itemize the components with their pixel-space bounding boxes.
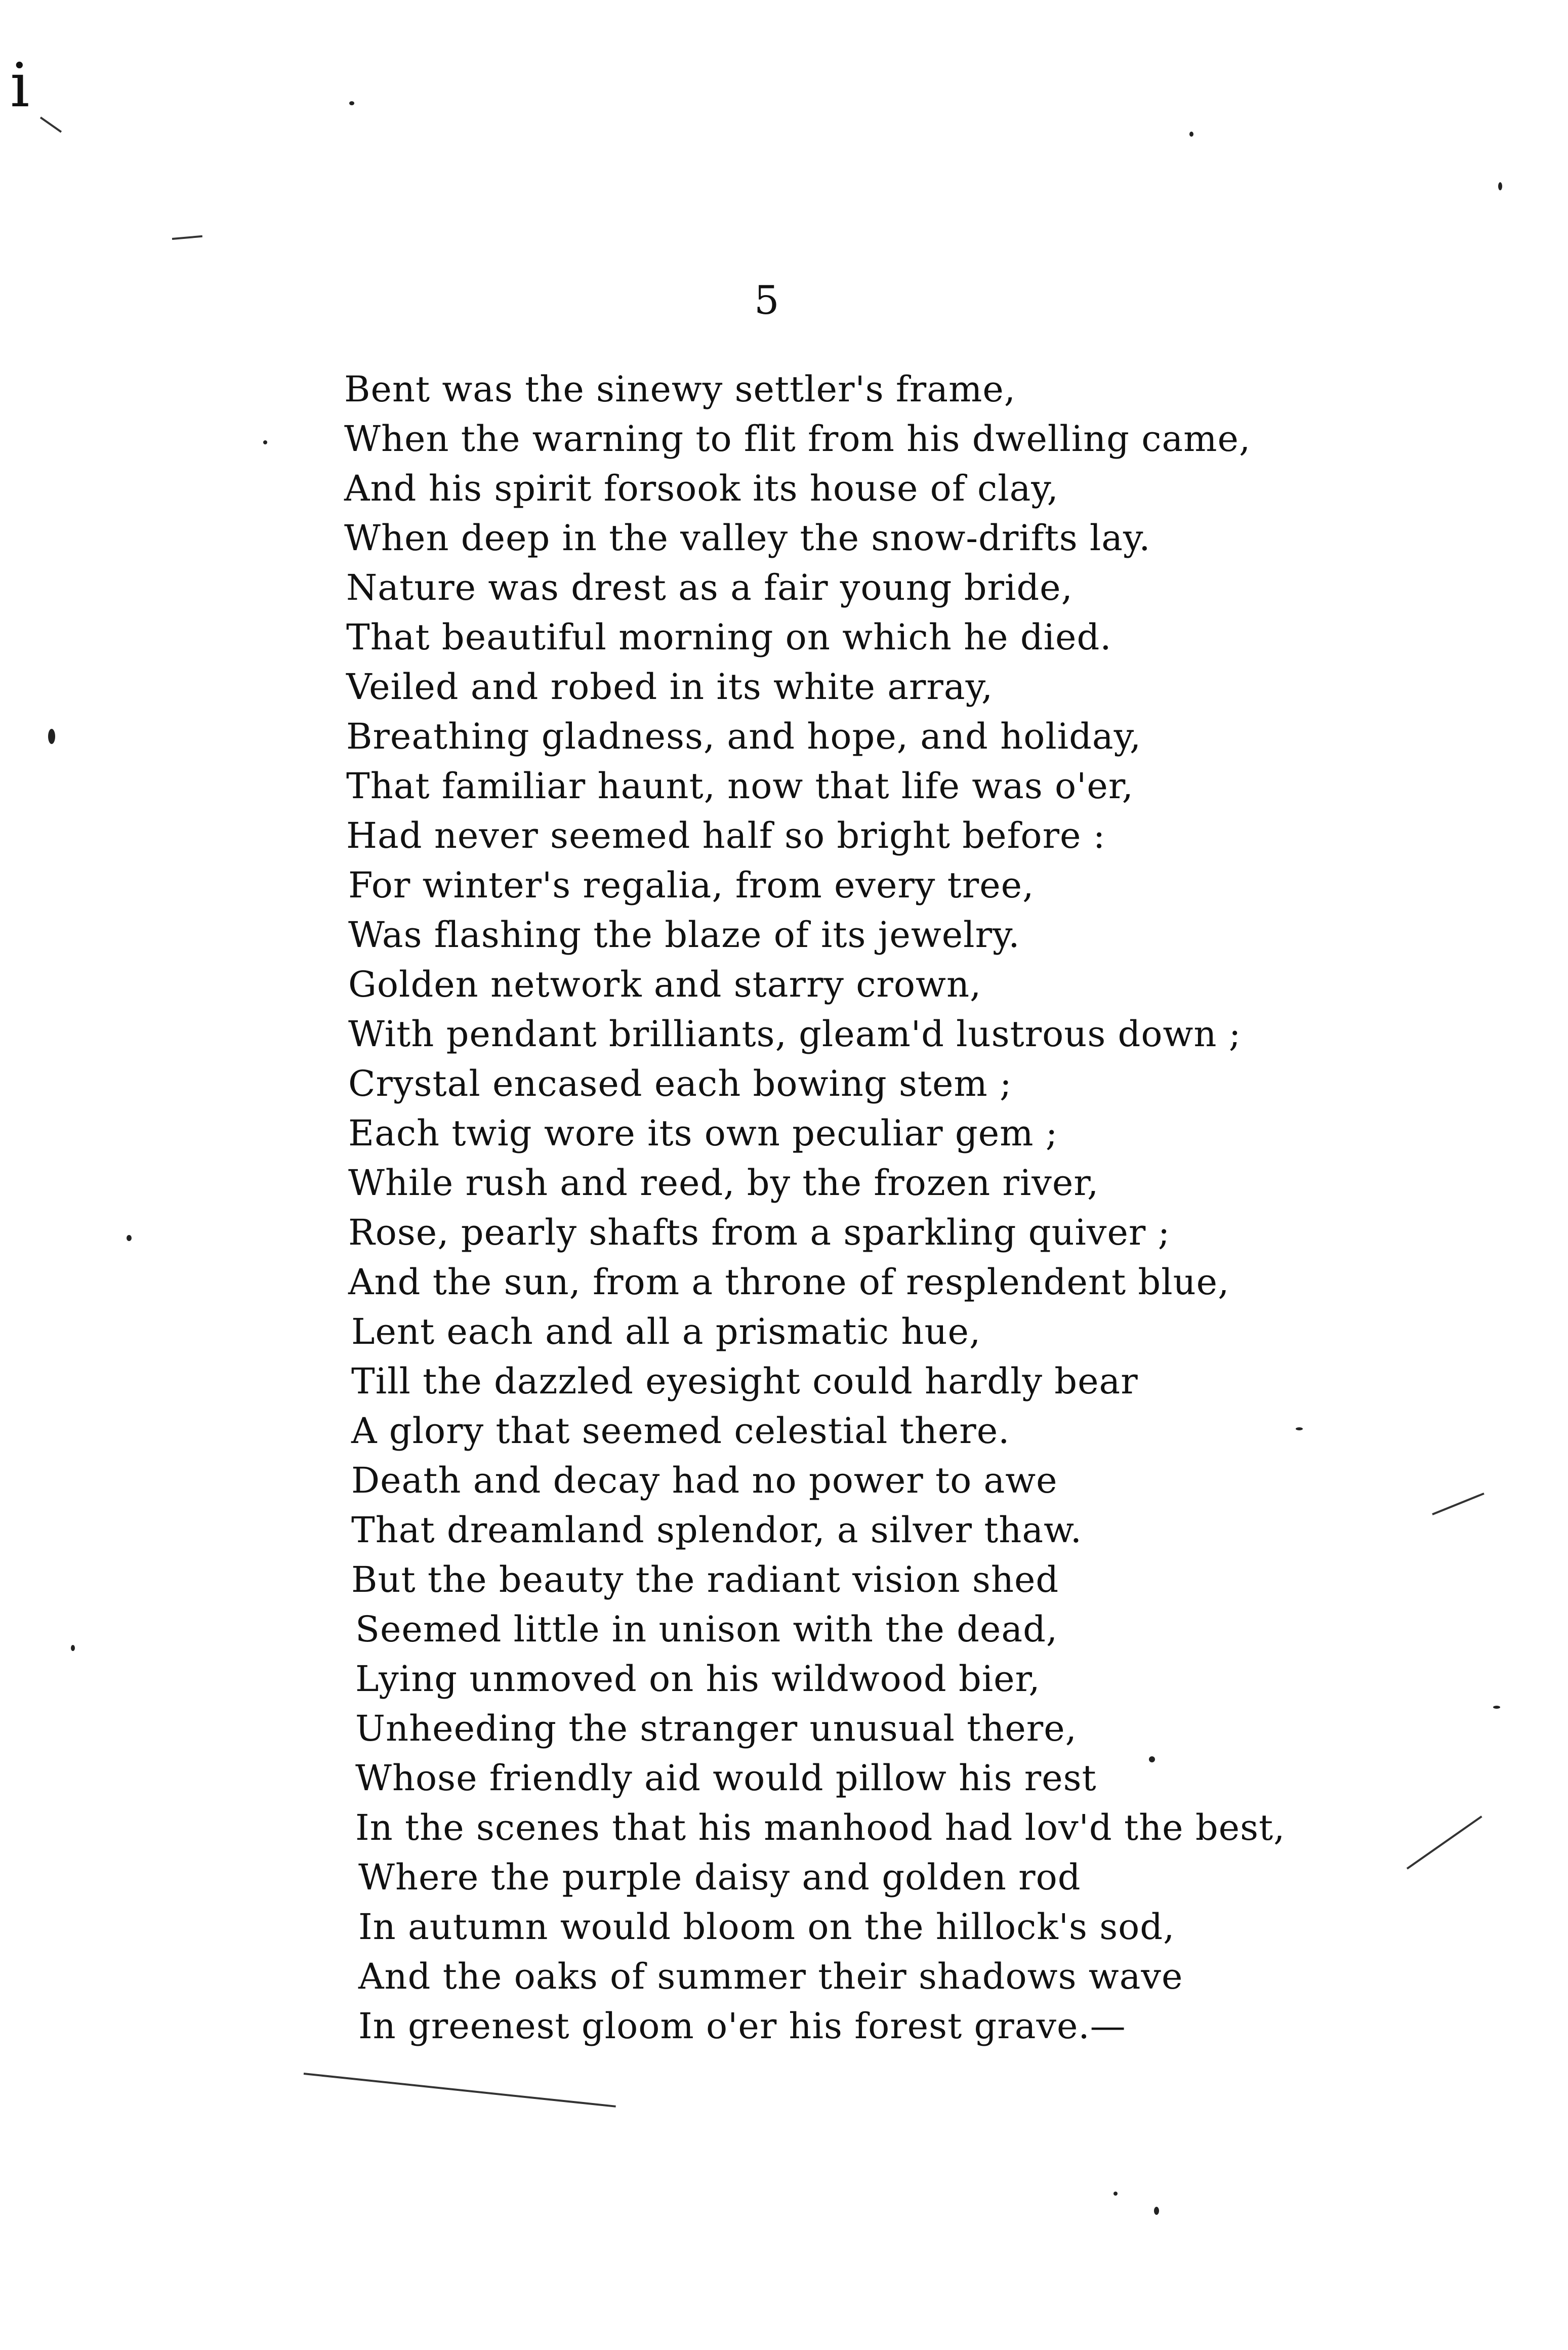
poem-line: That familiar haunt, now that life was o'er, <box>346 765 1134 807</box>
poem-line: A glory that seemed celestial there. <box>351 1410 1010 1452</box>
corner-mark-icon: ⅰ <box>10 51 30 121</box>
poem-line: Had never seemed half so bright before : <box>346 815 1106 856</box>
poem-line: Death and decay had no power to awe <box>351 1460 1058 1501</box>
poem-line: When deep in the valley the snow-drifts lay. <box>344 517 1151 559</box>
poem-line: Where the purple daisy and golden rod <box>358 1857 1081 1898</box>
poem-line: Each twig wore its own peculiar gem ; <box>348 1112 1058 1154</box>
poem-line: When the warning to flit from his dwelling came, <box>344 418 1251 460</box>
scan-scratch <box>172 235 202 240</box>
scan-speck <box>263 440 267 444</box>
poem-line: Lying unmoved on his wildwood bier, <box>355 1658 1041 1700</box>
scan-speck <box>1189 132 1193 137</box>
poem-line: And his spirit forsook its house of clay, <box>344 468 1059 509</box>
poem-line: Unheeding the stranger unusual there, <box>355 1708 1077 1749</box>
scan-scratch <box>304 2073 616 2108</box>
poem-line: But the beauty the radiant vision shed <box>351 1559 1059 1600</box>
scan-scratch <box>1407 1816 1482 1870</box>
poem-line: Till the dazzled eyesight could hardly bear <box>351 1360 1138 1402</box>
scan-scratch <box>1432 1493 1484 1515</box>
poem-line: That beautiful morning on which he died. <box>346 616 1112 658</box>
scan-speck <box>1154 2207 1159 2215</box>
poem-line: Bent was the sinewy settler's frame, <box>344 368 1016 410</box>
poem-body <box>344 364 1356 2051</box>
poem-line: Whose friendly aid would pillow his rest <box>355 1757 1097 1799</box>
scan-speck <box>1149 1756 1155 1762</box>
poem-line: In the scenes that his manhood had lov'd the best, <box>355 1807 1286 1848</box>
poem-line: Breathing gladness, and hope, and holiday, <box>346 716 1142 757</box>
page-number: 5 <box>754 278 779 323</box>
poem-line: In autumn would bloom on the hillock's sod, <box>358 1906 1175 1948</box>
poem-line: Nature was drest as a fair young bride, <box>346 567 1073 608</box>
poem-line: That dreamland splendor, a silver thaw. <box>351 1509 1082 1551</box>
scan-speck <box>1113 2192 1118 2196</box>
scan-speck <box>1296 1427 1303 1430</box>
scan-speck <box>1493 1706 1500 1709</box>
poem-line: And the oaks of summer their shadows wave <box>358 1956 1183 1997</box>
poem-line: In greenest gloom o'er his forest grave.— <box>358 2005 1126 2047</box>
poem-line: Lent each and all a prismatic hue, <box>351 1311 981 1352</box>
poem-line: With pendant brilliants, gleam'd lustrous down ; <box>348 1013 1242 1055</box>
poem-line: Seemed little in unison with the dead, <box>355 1609 1058 1650</box>
poem-line: For winter's regalia, from every tree, <box>348 864 1035 906</box>
scan-speck <box>349 101 354 105</box>
scan-scratch <box>40 116 62 133</box>
poem-line: Crystal encased each bowing stem ; <box>348 1063 1012 1104</box>
poem-line: And the sun, from a throne of resplendent blue, <box>348 1261 1230 1303</box>
scan-speck <box>48 729 55 744</box>
scan-speck <box>71 1645 75 1651</box>
poem-line: Rose, pearly shafts from a sparkling quiver ; <box>348 1212 1171 1253</box>
poem-line: Veiled and robed in its white array, <box>346 666 994 708</box>
poem-line: Was flashing the blaze of its jewelry. <box>348 914 1020 956</box>
scan-speck <box>127 1235 132 1241</box>
poem-line: Golden network and starry crown, <box>348 964 982 1005</box>
poem-line: While rush and reed, by the frozen river, <box>348 1162 1099 1204</box>
scan-speck <box>1498 182 1502 190</box>
